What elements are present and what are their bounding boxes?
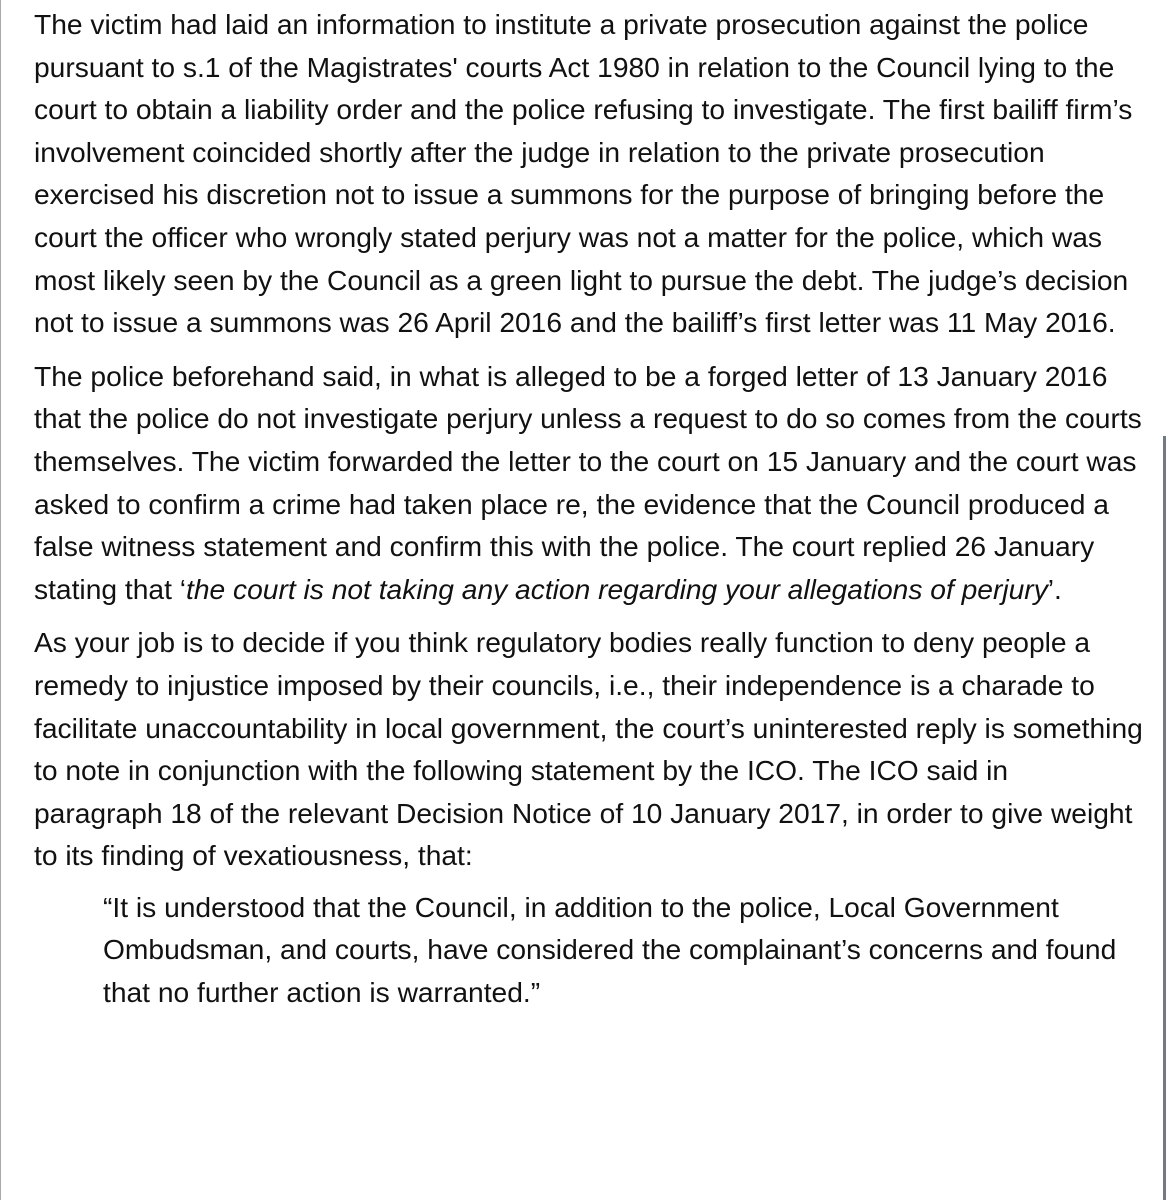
court-reply-quote: the court is not taking any action regarding your allegations of perjury xyxy=(186,572,1048,605)
paragraph-private-prosecution: The victim had laid an information to institute a private prosecution against the police pursuant to s.1 of the Magistrates' courts Act 1980 in relation to the Council lying to the court to obtain a liability order and the police refusing to investigate. The first bailiff firm’s involvement coincided shortly after the judge in relation to the private prosecution exercised his discretion not to issue a summons for the purpose of bringing before the court the officer who wrongly stated perjury was not a matter for the police, which was most likely seen by the Council as a green light to pursue the debt. The judge’s decision not to issue a summons was 26 April 2016 and the bailiff’s first letter was 11 May 2016. xyxy=(34,8,1133,339)
paragraph-police-letter-end: ’. xyxy=(1047,572,1062,605)
ico-block-quote: “It is understood that the Council, in addition to the police, Local Government Ombudsman, and courts, have considered the complainant’s concerns and found that no further action is warranted.” xyxy=(103,890,1117,1009)
document-body xyxy=(34,3,1144,1023)
paragraph-regulatory-bodies: As your job is to decide if you think regulatory bodies really function to deny people a remedy to injustice imposed by their councils, i.e., their independence is a charade to facilitate unaccountability in local government, the court’s uninterested reply is something to note in conjunction with the following statement by the ICO. The ICO said in paragraph 18 of the relevant Decision Notice of 10 January 2017, in order to give weight to its finding of vexatiousness, that: xyxy=(34,626,1143,872)
page-left-edge xyxy=(0,0,1,1200)
paragraph-police-letter-text: The police beforehand said, in what is alleged to be a forged letter of 13 January 2016 that the police do not investigate perjury unless a request to do so comes from the courts themselves. The victim forwarded the letter to the court on 15 January and the court was asked to confirm a crime had taken place re, the evidence that the Council produced a false witness statement and confirm this with the police. The court replied 26 January stating that ‘ xyxy=(34,359,1142,605)
paragraph-police-letter xyxy=(34,355,1144,611)
